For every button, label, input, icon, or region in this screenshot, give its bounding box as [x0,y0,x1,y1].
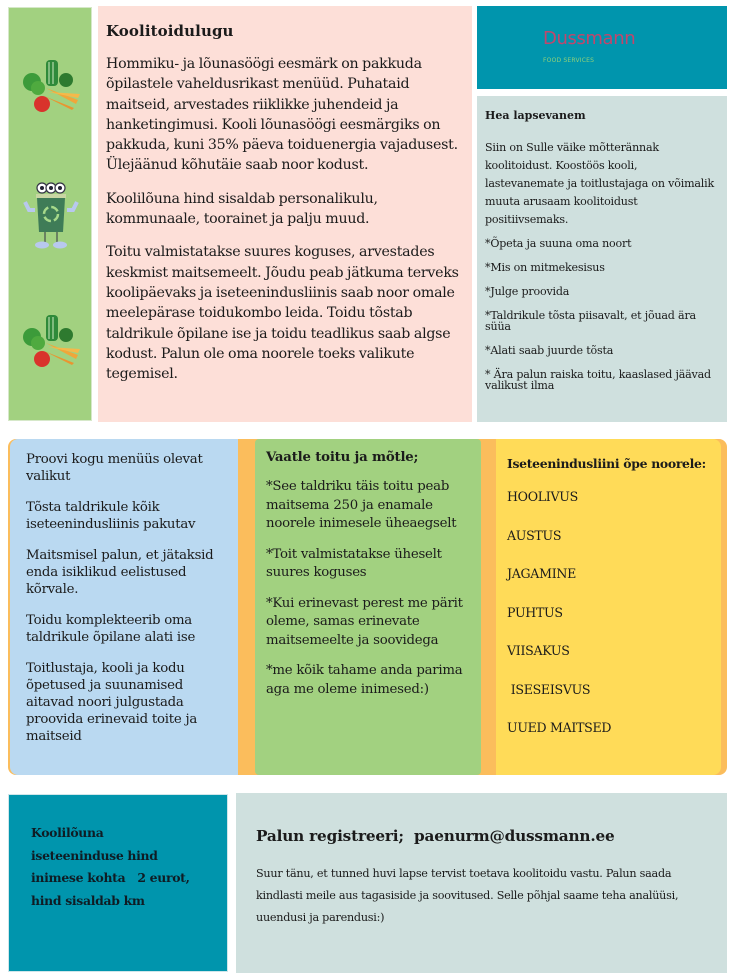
card-title: Iseteenindusliini õpe noorele: [507,456,706,471]
value-item: UUED MAITSED [507,720,612,735]
logo-wordmark: Dussmann [543,28,636,49]
paragraph: Toidu komplekteerib oma taldrikule õpilane alati ise [26,613,196,645]
logo-subtitle: FOOD SERVICES [543,57,595,64]
values-list [507,490,715,760]
parent-message-section [477,96,727,422]
value-item: ISESEISVUS [507,681,591,697]
price-line: iseteeninduse hind [31,847,158,863]
tip-item: *Taldrikule tõsta piisavalt, et jõuad ära süüa [485,309,696,333]
value-item: HOOLIVUS [507,489,578,504]
thank-you-text: Suur tänu, et tunned huvi lapse tervist toetava koolitoidu vastu. Palun saada kindlasti meile aus tagasiside ja soovitused. Selle põhjal saame teha analüüsi, uuendusi ja parendusi:) [256,867,679,924]
recycle-bin-mascot-icon [9,180,93,252]
paragraph: *Toit valmistatakse üheselt suures koguses [266,546,442,580]
paragraph: *me kõik tahame anda parima aga me oleme inimesed:) [266,663,463,697]
paragraph: *See taldriku täis toitu peab maitsema 250 ja enamale noorele inimesele üheaegselt [266,479,457,531]
tasting-advice-card [10,439,238,775]
value-item: PUHTUS [507,604,563,620]
section-title: Hea lapsevanem [485,109,586,122]
tip-item: * Ära palun raiska toitu, kaaslased jäävad valikust ilma [485,368,711,392]
value-item: JAGAMINE [507,566,576,581]
price-line: inimese kohta 2 eurot, [31,870,190,885]
vegetables-clipart-icon [9,58,93,114]
paragraph: Proovi kogu menüüs olevat valikut [26,452,203,484]
paragraph: Tõsta taldrikule kõik iseteenindusliinis pakutav [26,500,196,532]
paragraph: *Kui erinevast perest me pärit oleme, samas erinevate maitsemeelte ja soovidega [266,595,463,648]
tip-item: *Julge proovida [485,285,570,298]
intro-text: Siin on Sulle väike mõtterännak koolitoidust. Koostöös kooli, lastevanemate ja toitlustajaga on võimalik muuta arusaam koolitoidust positiivsemaks. [485,141,715,226]
value-item: AUSTUS [507,527,562,543]
decorative-sidebar [8,7,92,421]
dussmann-logo-banner [477,6,727,89]
paragraph: Maitsmisel palun, et jätaksid enda isiklikud eelistused kõrvale. [26,548,214,597]
registration-title: Palun registreeri; paenurm@dussmann.ee [256,827,615,845]
paragraph: Hommiku- ja lõunasöögi eesmärk on pakkuda õpilastele vaheldusrikast menüüd. Puhataid maitseid, arvestades riiklikke juhendeid ja hanketingimusi. Kooli lõunasöögi eesmärgiks on pakkuda, kuni 35% päeva toiduenergia vajadusest. Ülejäänud kõhutäie saab noor kodust. [106,56,458,174]
section-title: Koolitoidulugu [106,22,234,40]
tip-item: *Alati saab juurde tõsta [485,344,614,357]
registration-contact-section [236,793,727,973]
tip-item: *Mis on mitmekesisus [485,261,605,274]
observe-and-think-card [255,439,481,775]
price-line: hind sisaldab km [31,892,145,908]
paragraph: Koolilõuna hind sisaldab personalikulu, kommunaale, toorainet ja palju muud. [106,190,378,228]
price-info-box [8,794,228,972]
school-food-story-section [98,6,472,422]
price-line: Koolilõuna [31,825,104,840]
paragraph: Toitu valmistatakse suures koguses, arvestades keskmist maitsemeelt. Jõudu peab jätkuma terveks koolipäevaks ja iseteenindusliinis saab noor omale meelepärase toidukombo leida. Toidu tõstab taldrikule õpilane ise ja toidu teadlikus saab algse kodust. Palun ole oma noorele toeks valikute tegemisel. [106,244,459,383]
tip-item: *Õpeta ja suuna oma noort [485,237,632,250]
card-title: Vaatle toitu ja mõtle; [266,450,419,465]
self-service-values-card [496,439,721,775]
paragraph: Toitlustaja, kooli ja kodu õpetused ja suunamised aitavad noori julgustada proovida erinevaid toite ja maitseid [26,661,197,744]
vegetables-clipart-icon [9,313,93,369]
value-item: VIISAKUS [507,643,570,658]
